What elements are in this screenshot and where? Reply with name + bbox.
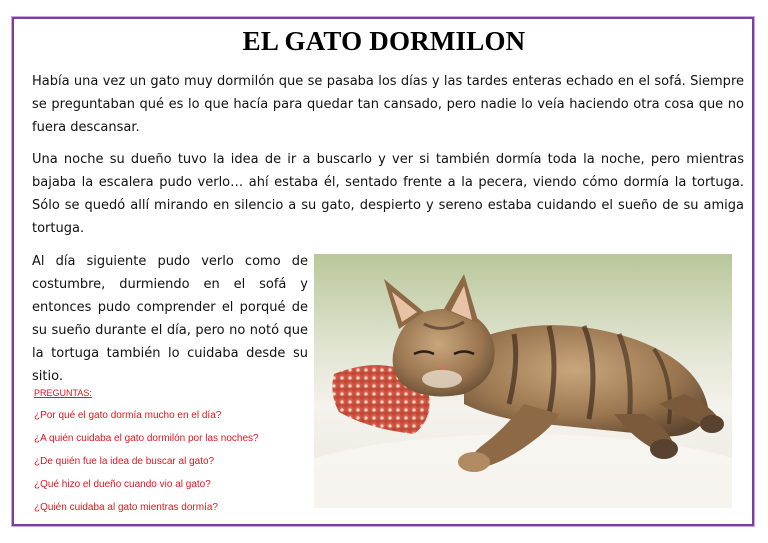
questions-list	[34, 410, 304, 514]
questions-heading: PREGUNTAS:	[34, 388, 92, 398]
question-item: ¿De quién fue la idea de buscar al gato?	[34, 456, 215, 467]
question-item: ¿A quién cuidaba el gato dormilón por las noches?	[34, 433, 259, 444]
questions-section	[34, 387, 304, 514]
question-item: ¿Quién cuidaba al gato mientras dormía?	[34, 502, 218, 513]
paragraph-1: Había una vez un gato muy dormilón que se pasaba los días y las tardes enteras echado en el sofá. Siempre se preguntaban qué es lo que hacía para quedar tan cansado, pero nadie lo veía haciendo otra cosa que no fuera descansar.	[32, 74, 744, 135]
sleeping-cat-photo	[314, 254, 732, 508]
question-item: ¿Por qué el gato dormía mucho en el día?	[34, 410, 222, 421]
story-title: EL GATO DORMILON	[242, 26, 526, 56]
paragraph-3: Al día siguiente pudo verlo como de costumbre, durmiendo en el sofá y entonces pudo comprender el porqué de su sueño durante el día, pero no notó que la tortuga también lo cuidaba desde su sitio.	[32, 254, 308, 384]
paragraph-2: Una noche su dueño tuvo la idea de ir a buscarlo y ver si también dormía toda la noche, pero mientras bajaba la escalera pudo verlo… ahí estaba él, sentado frente a la pecera, viendo cómo dormía la tortuga. Sólo se quedó allí mirando en silencio a su gato, despierto y sereno estaba cuidando el sueño de su amiga tortuga.	[32, 152, 744, 236]
question-item: ¿Qué hizo el dueño cuando vio al gato?	[34, 479, 211, 490]
sleeping-cat-illustration	[314, 254, 732, 508]
